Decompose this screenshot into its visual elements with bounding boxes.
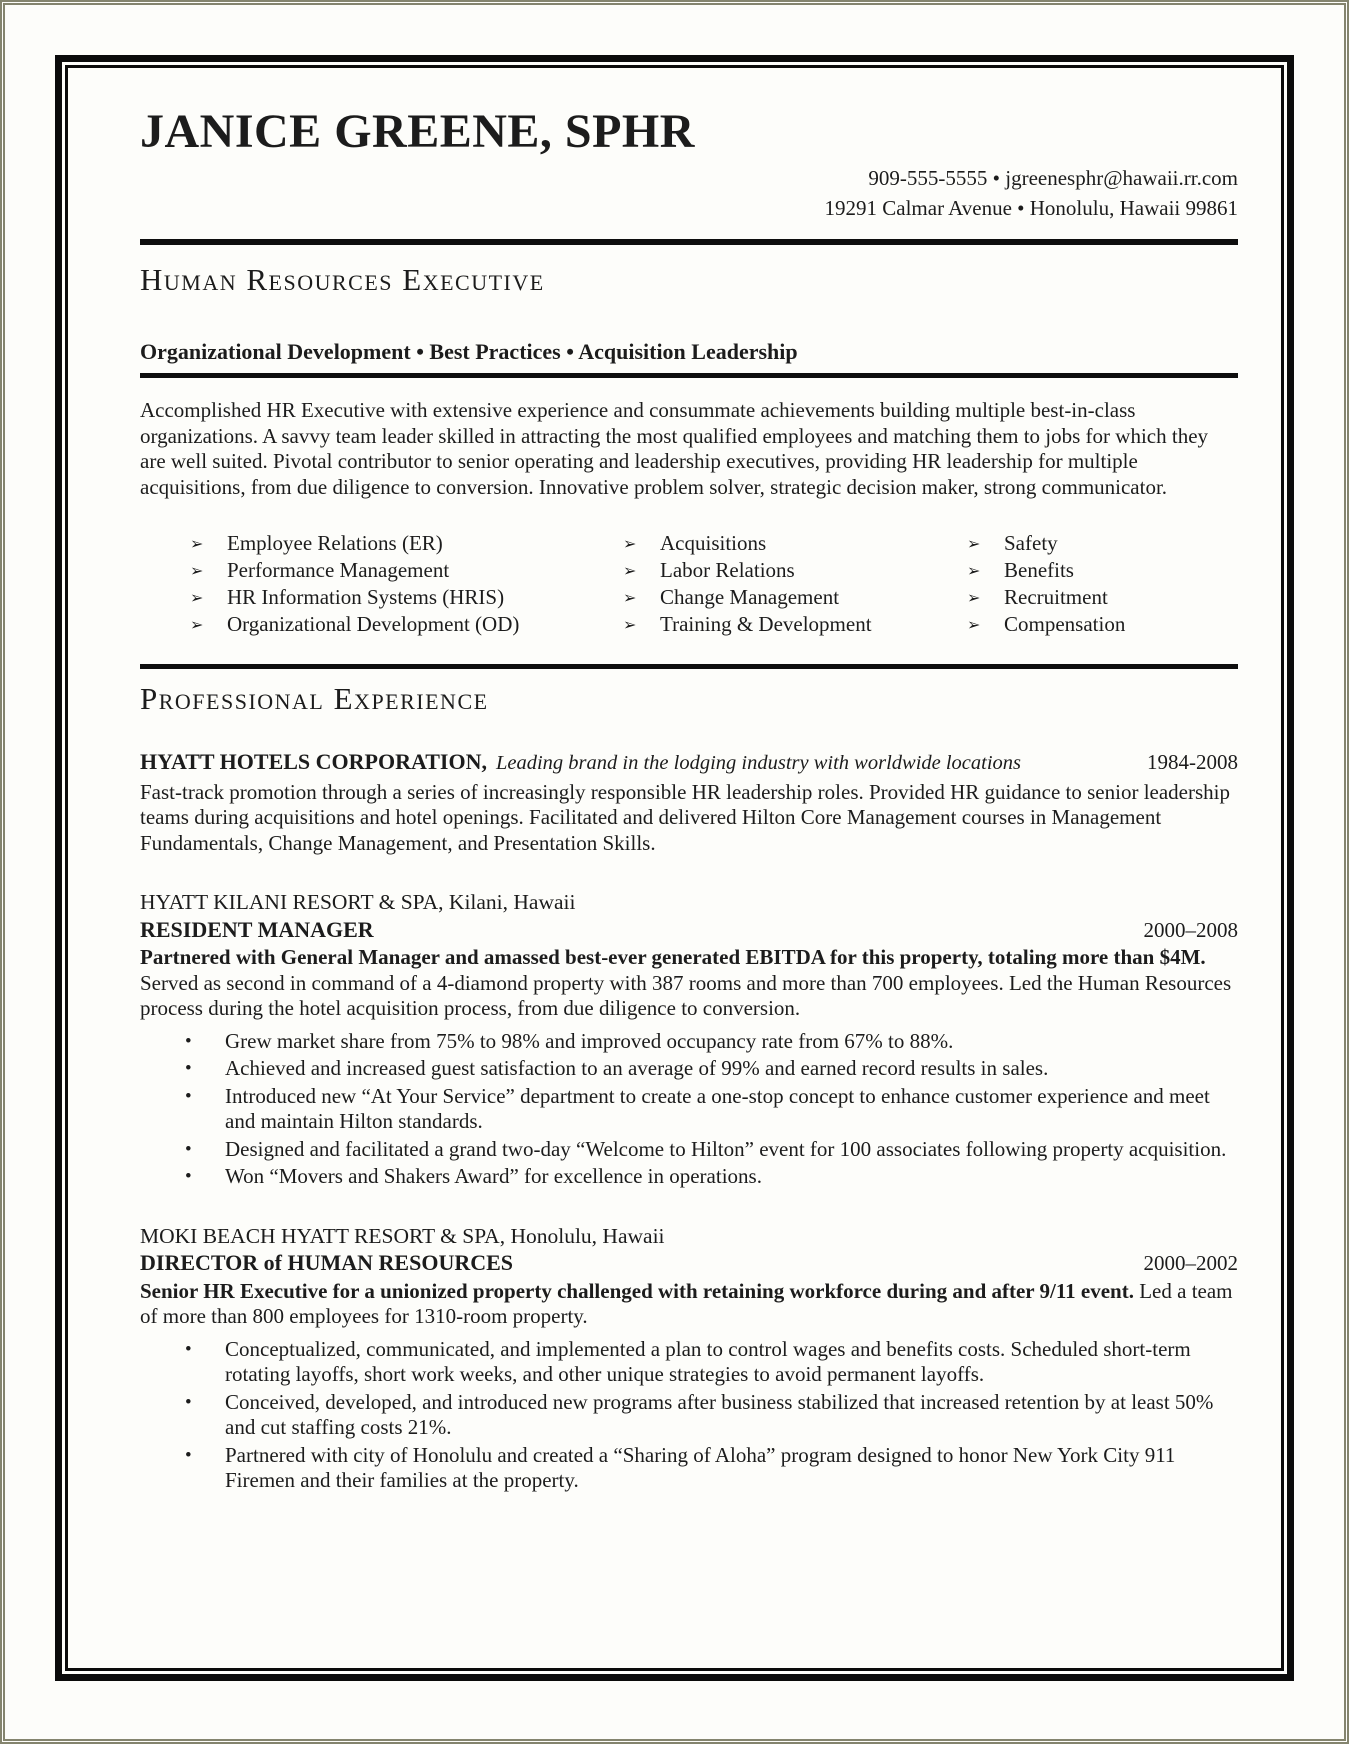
arrow-bullet-icon: ➢ [190,561,204,581]
position-director-hr [140,1224,1238,1494]
resume-name: JANICE GREENE, SPHR [140,105,695,158]
position-intro-bold: Senior HR Executive for a unionized property challenged with retaining workforce during and after 9/11 event. [140,1278,1134,1303]
company-name: HYATT HOTELS CORPORATION, [140,749,487,775]
section-heading-professional-experience: Professional Experience [140,681,489,717]
arrow-bullet-icon: ➢ [623,588,637,608]
competency-column-3 [967,530,1238,638]
competency-label: Benefits [1004,558,1074,583]
competency-item [190,530,623,557]
position-title-row [140,1250,1238,1277]
bullet-item [140,1029,1238,1055]
competency-column-1 [190,530,623,638]
company-tagline: Leading brand in the lodging industry with worldwide locations [495,752,1022,775]
competency-item [623,611,967,638]
position-intro [140,1279,1238,1330]
arrow-bullet-icon: ➢ [623,615,637,635]
position-title: RESIDENT MANAGER [140,916,374,942]
arrow-bullet-icon: ➢ [967,588,981,608]
section-divider [140,664,1238,669]
competency-label: Performance Management [227,558,450,583]
competency-label: Recruitment [1004,585,1108,610]
dot-bullet-icon: • [185,1444,192,1466]
competency-label: HR Information Systems (HRIS) [227,585,505,610]
company-row [140,749,1238,777]
dot-bullet-icon: • [185,1166,192,1188]
bullet-text: Grew market share from 75% to 98% and improved occupancy rate from 67% to 88%. [225,1028,954,1053]
dot-bullet-icon: • [185,1085,192,1107]
arrow-bullet-icon: ➢ [623,534,637,554]
arrow-bullet-icon: ➢ [190,615,204,635]
resume-content [68,68,1281,1668]
section-heading-hr-executive: Human Resources Executive [140,261,545,297]
position-intro-rest: Served as second in command of a 4-diamond property with 387 rooms and more than 700 employees. Led the Human Resources process during the hotel acquisition process, from due diligence to conversion. [140,970,1232,1021]
arrow-bullet-icon: ➢ [190,534,204,554]
position-location: MOKI BEACH HYATT RESORT & SPA, Honolulu, Hawaii [140,1223,665,1248]
contact-line-address: 19291 Calmar Avenue • Honolulu, Hawaii 99861 [824,195,1238,220]
competency-label: Training & Development [660,612,872,637]
bullet-item [140,1337,1238,1388]
bullet-text: Achieved and increased guest satisfaction to an average of 99% and earned record results in sales. [225,1056,1049,1081]
header-divider [140,239,1238,245]
summary-tagline [140,339,1238,379]
competency-label: Organizational Development (OD) [227,612,520,637]
competency-item [190,584,623,611]
competency-item [190,611,623,638]
summary-paragraph: Accomplished HR Executive with extensive experience and consummate achievements building multiple best-in-class organizations. A savvy team leader skilled in attracting the most qualified employees and matching them to jobs for which they are well suited. Pivotal contributor to senior operating and leadership executives, providing HR leadership for multiple acquisitions, from due diligence to conversion. Innovative problem solver, strategic decision maker, strong communicator. [140,398,1209,499]
company-description: Fast-track promotion through a series of increasingly responsible HR leadership roles. Provided HR guidance to senior leadership teams during acquisitions and hotel openings. Facilitated and delivered Hilton Core Management courses in Management Fundamentals, Change Management, and Presentation Skills. [140,779,1230,855]
bullet-text: Won “Movers and Shakers Award” for excellence in operations. [225,1164,762,1189]
position-resident-manager [140,890,1238,1190]
dot-bullet-icon: • [185,1338,192,1360]
competency-item [967,584,1238,611]
competency-label: Employee Relations (ER) [227,531,443,556]
arrow-bullet-icon: ➢ [967,561,981,581]
competency-label: Change Management [660,585,840,610]
competency-label: Compensation [1004,612,1126,637]
competency-label: Labor Relations [660,558,795,583]
position-title-row [140,917,1238,944]
bullet-item [140,1056,1238,1082]
arrow-bullet-icon: ➢ [623,561,637,581]
competency-item [967,611,1238,638]
bullet-item [140,1084,1238,1135]
position-title: DIRECTOR of HUMAN RESOURCES [140,1250,514,1276]
outer-frame-border [55,55,1294,1681]
dot-bullet-icon: • [185,1138,192,1160]
competency-item [967,530,1238,557]
bullet-text: Introduced new “At Your Service” department to create a one-stop concept to enhance customer experience and meet and maintain Hilton standards. [225,1083,1210,1134]
inner-frame-border [65,65,1284,1671]
competency-item [967,557,1238,584]
bullet-item [140,1390,1238,1441]
competency-label: Acquisitions [660,531,767,556]
bullet-item [140,1164,1238,1190]
contact-block [140,163,1238,223]
bullet-text: Conceptualized, communicated, and implemented a plan to control wages and benefits costs. Scheduled short-term rotating layoffs, short work weeks, and other unique strategies to avoid permanent layoffs. [225,1336,1191,1387]
arrow-bullet-icon: ➢ [967,615,981,635]
position-dates: 2000–2002 [1143,1251,1238,1276]
competency-label: Safety [1004,531,1058,556]
bullet-item [140,1137,1238,1163]
position-intro-rest: Led a team of more than 800 employees for 1310-room property. [140,1278,1233,1329]
company-dates: 1984-2008 [1147,750,1238,775]
position-location: HYATT KILANI RESORT & SPA, Kilani, Hawaii [140,890,576,915]
bullet-text: Conceived, developed, and introduced new programs after business stabilized that increased retention by at least 50% and cut staffing costs 21%. [225,1389,1214,1440]
arrow-bullet-icon: ➢ [967,534,981,554]
competency-item [623,584,967,611]
competency-item [623,557,967,584]
bullet-text: Partnered with city of Honolulu and created a “Sharing of Aloha” program designed to honor New York City 911 Firemen and their families at the property. [225,1442,1176,1493]
competency-columns [190,530,1238,638]
summary-tagline-text: Organizational Development • Best Practices • Acquisition Leadership [140,338,798,364]
bullet-item [140,1443,1238,1494]
contact-line-phone-email: 909-555-5555 • jgreenesphr@hawaii.rr.com [868,165,1238,190]
dot-bullet-icon: • [185,1058,192,1080]
dot-bullet-icon: • [185,1391,192,1413]
position-dates: 2000–2008 [1143,917,1238,942]
position-bullet-list [140,1029,1238,1190]
competency-item [623,530,967,557]
competency-column-2 [623,530,967,638]
position-bullet-list [140,1337,1238,1494]
bullet-text: Designed and facilitated a grand two-day “Welcome to Hilton” event for 100 associates following property acquisition. [225,1136,1227,1161]
position-intro-bold: Partnered with General Manager and amassed best-ever generated EBITDA for this property, totaling more than $4M. [140,945,1206,970]
competency-item [190,557,623,584]
position-intro [140,945,1238,1022]
dot-bullet-icon: • [185,1030,192,1052]
arrow-bullet-icon: ➢ [190,588,204,608]
